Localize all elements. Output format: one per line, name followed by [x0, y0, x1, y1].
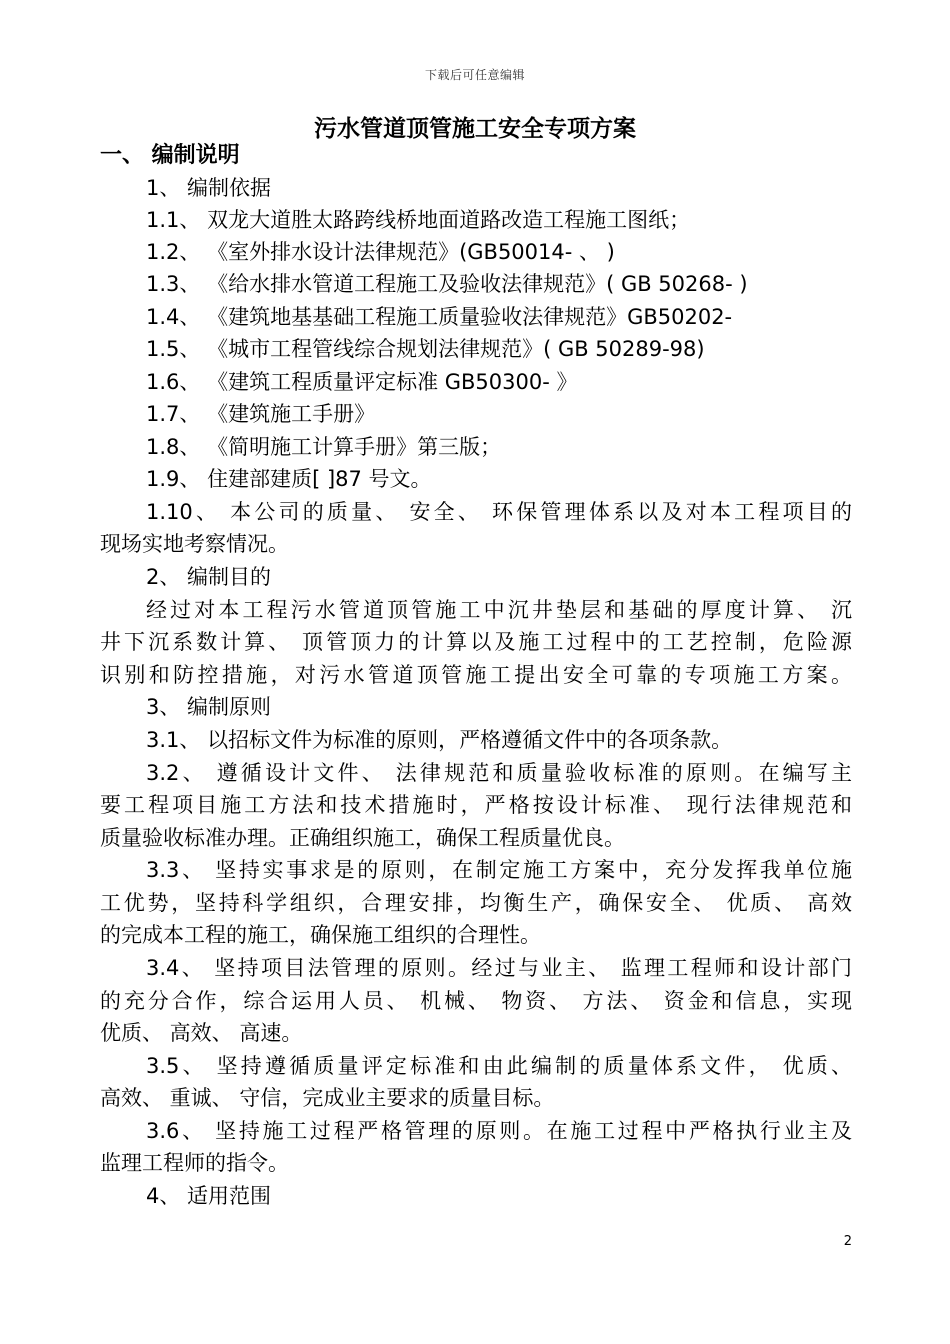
- paragraph-line: 经过对本工程污水管道顶管施工中沉井垫层和基础的厚度计算、 沉: [146, 598, 852, 622]
- document-title: 污水管道顶管施工安全专项方案: [314, 116, 636, 142]
- paragraph-line: 的完成本工程的施工，确保施工组织的合理性。: [100, 923, 541, 947]
- paragraph-line: 质量验收标准办理。正确组织施工，确保工程质量优良。: [100, 826, 625, 850]
- principle-item: 3.5、 坚持遵循质量评定标准和由此编制的质量体系文件， 优质、: [146, 1054, 852, 1078]
- reference-item: 1.7、 《建筑施工手册》: [146, 402, 376, 426]
- principle-item: 3.3、 坚持实事求是的原则，在制定施工方案中，充分发挥我单位施: [146, 858, 852, 882]
- subsection-heading: 2、 编制目的: [146, 565, 272, 589]
- paragraph-line: 高效、 重诚、 守信，完成业主要求的质量目标。: [100, 1086, 555, 1110]
- paragraph-line: 要工程项目施工方法和技术措施时，严格按设计标准、 现行法律规范和: [100, 793, 852, 817]
- subsection-heading: 4、 适用范围: [146, 1184, 272, 1208]
- reference-item: 1.6、 《建筑工程质量评定标准 GB50300- 》: [146, 370, 578, 394]
- reference-item: 1.4、 《建筑地基基础工程施工质量验收法律规范》GB50202-: [146, 305, 733, 329]
- principle-item: 3.1、 以招标文件为标准的原则，严格遵循文件中的各项条款。: [146, 728, 733, 752]
- principle-item: 3.4、 坚持项目法管理的原则。经过与业主、 监理工程师和设计部门: [146, 956, 852, 980]
- paragraph-line: 工优势，坚持科学组织，合理安排，均衡生产，确保安全、 优质、 高效: [100, 891, 852, 915]
- section-heading: 一、 编制说明: [100, 143, 240, 168]
- paragraph-line: 优质、 高效、 高速。: [100, 1021, 303, 1045]
- paragraph-line: 的充分合作，综合运用人员、 机械、 物资、 方法、 资金和信息，实现: [100, 989, 852, 1013]
- principle-item: 3.6、 坚持施工过程严格管理的原则。在施工过程中严格执行业主及: [146, 1119, 852, 1143]
- reference-item: 1.1、 双龙大道胜太路跨线桥地面道路改造工程施工图纸；: [146, 208, 691, 232]
- reference-item: 1.5、 《城市工程管线综合规划法律规范》( GB 50289-98): [146, 337, 705, 361]
- reference-item: 1.9、 住建部建质[ ]87 号文。: [146, 467, 432, 491]
- reference-item: 1.3、 《给水排水管道工程施工及验收法律规范》( GB 50268- ): [146, 272, 748, 296]
- header-note: 下载后可任意编辑: [424, 68, 525, 82]
- paragraph-line: 现场实地考察情况。: [100, 532, 289, 556]
- paragraph-line: 识别和防控措施，对污水管道顶管施工提出安全可靠的专项施工方案。: [100, 663, 852, 687]
- subsection-heading: 3、 编制原则: [146, 695, 272, 719]
- page-number: 2: [843, 1234, 852, 1249]
- paragraph-line: 井下沉系数计算、 顶管顶力的计算以及施工过程中的工艺控制，危险源: [100, 630, 852, 654]
- paragraph-line: 监理工程师的指令。: [100, 1151, 289, 1175]
- reference-item: 1.8、 《简明施工计算手册》第三版；: [146, 435, 502, 459]
- principle-item: 3.2、 遵循设计文件、 法律规范和质量验收标准的原则。在编写主: [146, 761, 852, 785]
- reference-item: 1.2、 《室外排水设计法律规范》(GB50014- 、 ): [146, 240, 615, 264]
- reference-item: 1.10、 本公司的质量、 安全、 环保管理体系以及对本工程项目的: [146, 500, 852, 524]
- subsection-heading: 1、 编制依据: [146, 176, 272, 200]
